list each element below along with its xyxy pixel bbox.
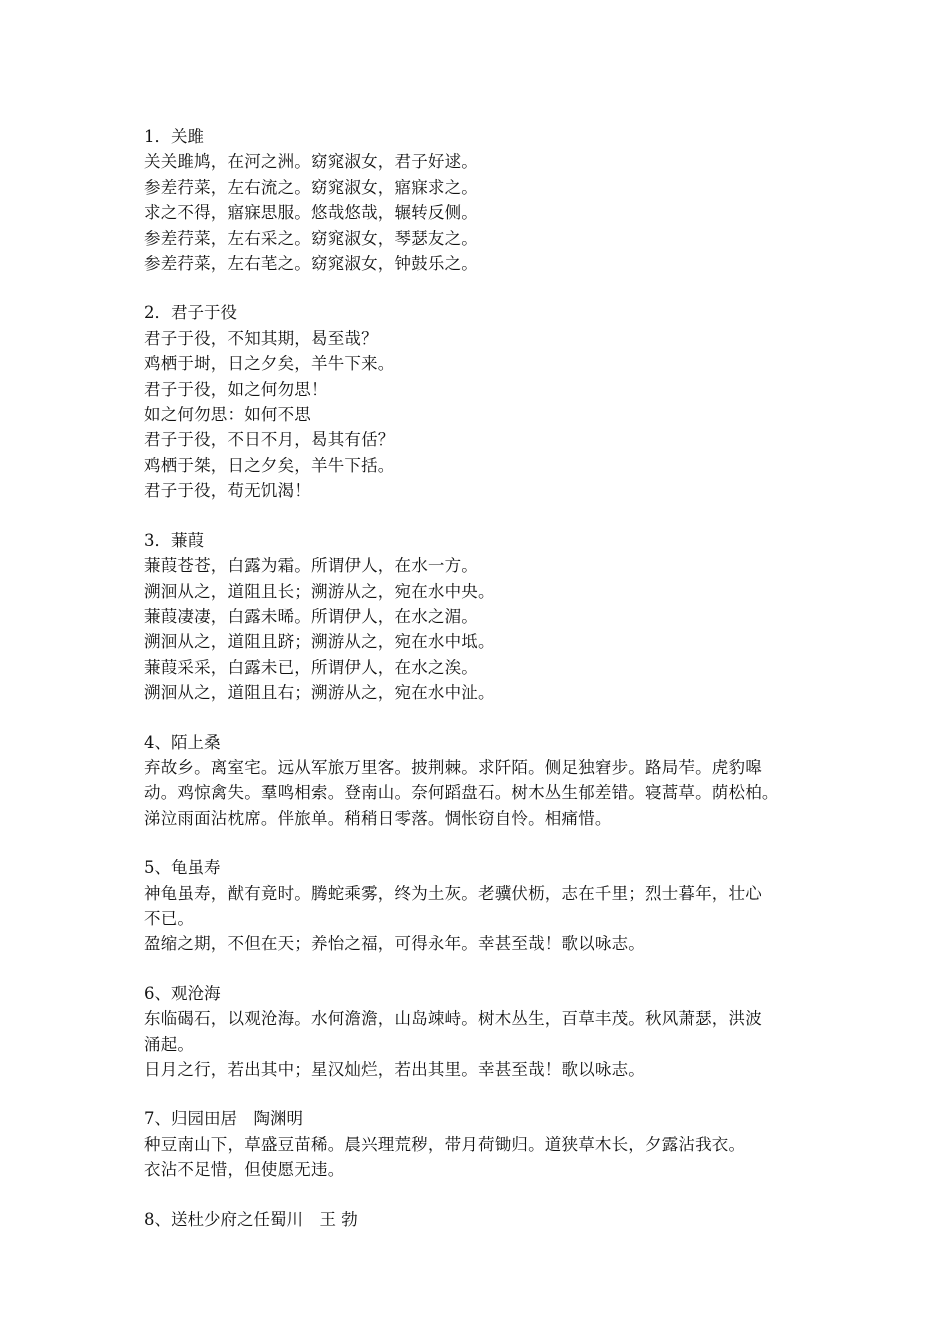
poem-line: 如之何勿思：如何不思 xyxy=(144,405,311,425)
poem-line: 君子于役，苟无饥渴！ xyxy=(144,481,311,501)
poem-line: 蒹葭采采，白露未已，所谓伊人，在水之涘。 xyxy=(144,657,478,677)
poem-line: 溯洄从之，道阻且右；溯游从之，宛在水中沚。 xyxy=(144,683,495,703)
poem-line: 衣沾不足惜，但使愿无违。 xyxy=(144,1160,345,1180)
poem-section-3 xyxy=(144,528,834,706)
poem-line: 溯洄从之，道阻且长；溯游从之，宛在水中央。 xyxy=(144,581,495,601)
poem-title: 1．关雎 xyxy=(144,127,204,146)
poem-title: 7、归园田居 陶渊明 xyxy=(144,1109,303,1129)
poem-line: 涕泣雨面沾枕席。伴旅单。稍稍日零落。惆怅窃自怜。相痛惜。 xyxy=(144,808,612,828)
poem-section-2 xyxy=(144,300,834,503)
poem-line: 神龟虽寿，猷有竟时。腾蛇乘雾，终为土灰。老骥伏枥，志在千里；烈士暮年，壮心 xyxy=(144,883,762,903)
poem-title: 3．蒹葭 xyxy=(144,530,204,550)
poem-line: 君子于役，不知其期，曷至哉？ xyxy=(144,328,378,348)
poem-section-7 xyxy=(144,1106,834,1182)
poem-line: 东临碣石，以观沧海。水何澹澹，山岛竦峙。树木丛生，百草丰茂。秋风萧瑟，洪波 xyxy=(144,1009,762,1029)
poem-line: 蒹葭凄凄，白露未晞。所谓伊人，在水之湄。 xyxy=(144,606,478,626)
document-page xyxy=(144,124,834,1256)
poem-line: 日月之行，若出其中；星汉灿烂，若出其里。幸甚至哉！歌以咏志。 xyxy=(144,1060,645,1079)
poem-title: 5、龟虽寿 xyxy=(144,858,221,878)
poem-title: 2．君子于役 xyxy=(144,303,237,323)
poem-line: 鸡栖于埘，日之夕矣，羊牛下来。 xyxy=(144,354,395,374)
poem-line: 参差荇菜，左右芼之。窈窕淑女，钟鼓乐之。 xyxy=(144,254,478,274)
poem-section-6 xyxy=(144,981,834,1083)
poem-line: 君子于役，不日不月，曷其有佸？ xyxy=(144,430,395,450)
poem-line: 关关雎鸠，在河之洲。窈窕淑女，君子好逑。 xyxy=(144,152,478,172)
poem-line: 君子于役，如之何勿思！ xyxy=(144,379,328,399)
poem-line: 求之不得，寤寐思服。悠哉悠哉，辗转反侧。 xyxy=(144,203,478,223)
poem-section-1 xyxy=(144,124,834,276)
poem-line: 溯洄从之，道阻且跻；溯游从之，宛在水中坻。 xyxy=(144,632,495,652)
poem-line: 涌起。 xyxy=(144,1034,195,1054)
poem-section-8 xyxy=(144,1207,834,1232)
poem-line: 鸡栖于桀，日之夕矣，羊牛下括。 xyxy=(144,455,395,475)
poem-line: 盈缩之期，不但在天；养怡之福，可得永年。幸甚至哉！歌以咏志。 xyxy=(144,934,645,954)
poem-section-5 xyxy=(144,855,834,957)
poem-line: 弃故乡。离室宅。远从军旅万里客。披荆棘。求阡陌。侧足独窘步。路局苲。虎豹嗥 xyxy=(144,757,762,777)
poem-title: 6、观沧海 xyxy=(144,983,221,1003)
poem-title: 8、送杜少府之任蜀川 王 勃 xyxy=(144,1209,358,1229)
poem-line: 蒹葭苍苍，白露为霜。所谓伊人，在水一方。 xyxy=(144,556,478,576)
poem-line: 动。鸡惊禽失。羣鸣相索。登南山。奈何蹈盘石。树木丛生郁差错。寝蒿草。荫松柏。 xyxy=(144,783,779,803)
poem-line: 参差荇菜，左右采之。窈窕淑女，琴瑟友之。 xyxy=(144,228,478,248)
poem-title: 4、陌上桑 xyxy=(144,732,221,752)
poem-section-4 xyxy=(144,730,834,832)
poem-line: 参差荇菜，左右流之。窈窕淑女，寤寐求之。 xyxy=(144,177,478,197)
poem-line: 种豆南山下，草盛豆苗稀。晨兴理荒秽，带月荷锄归。道狭草木长，夕露沾我衣。 xyxy=(144,1134,746,1154)
poem-line: 不已。 xyxy=(144,908,195,928)
